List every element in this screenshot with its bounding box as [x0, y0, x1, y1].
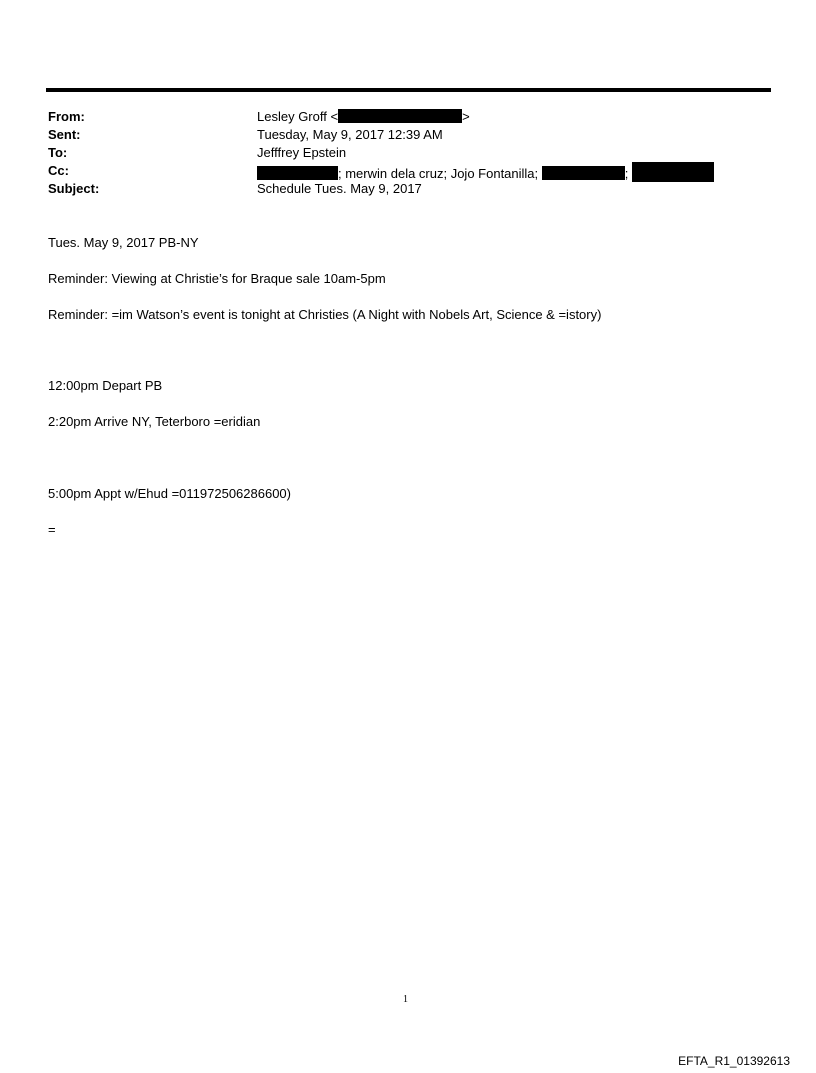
body-line: 2:20pm Arrive NY, Teterboro =eridian	[48, 414, 261, 429]
cc-separator: ;	[624, 166, 629, 181]
redaction-block	[632, 162, 714, 182]
cc-label: Cc:	[48, 163, 69, 178]
from-name: Lesley Groff <	[257, 109, 339, 124]
body-line: Reminder: =im Watson’s event is tonight at Christies (A Night with Nobels Art, Science & =istory)	[48, 307, 602, 322]
body-line: Tues. May 9, 2017 PB-NY	[48, 235, 199, 250]
sent-value: Tuesday, May 9, 2017 12:39 AM	[257, 127, 443, 142]
body-line: Reminder: Viewing at Christie’s for Braque sale 10am-5pm	[48, 271, 386, 286]
page-number: 1	[403, 994, 408, 1005]
body-line: =	[48, 522, 56, 537]
to-value: Jefffrey Epstein	[257, 145, 347, 160]
header-rule	[46, 88, 771, 92]
redaction-block	[338, 109, 462, 123]
from-value	[257, 108, 470, 126]
document-id: EFTA_R1_01392613	[678, 1054, 790, 1068]
to-label: To:	[48, 145, 68, 160]
from-close: >	[462, 109, 470, 124]
cc-recipients: ; merwin dela cruz; Jojo Fontanilla;	[338, 166, 539, 181]
subject-value: Schedule Tues. May 9, 2017	[257, 181, 422, 196]
redaction-block	[542, 166, 625, 180]
redaction-block	[257, 166, 338, 180]
body-line: 5:00pm Appt w/Ehud =011972506286600)	[48, 486, 291, 501]
subject-label: Subject:	[48, 181, 100, 196]
body-line: 12:00pm Depart PB	[48, 378, 163, 393]
from-label: From:	[48, 109, 85, 124]
sent-label: Sent:	[48, 127, 81, 142]
